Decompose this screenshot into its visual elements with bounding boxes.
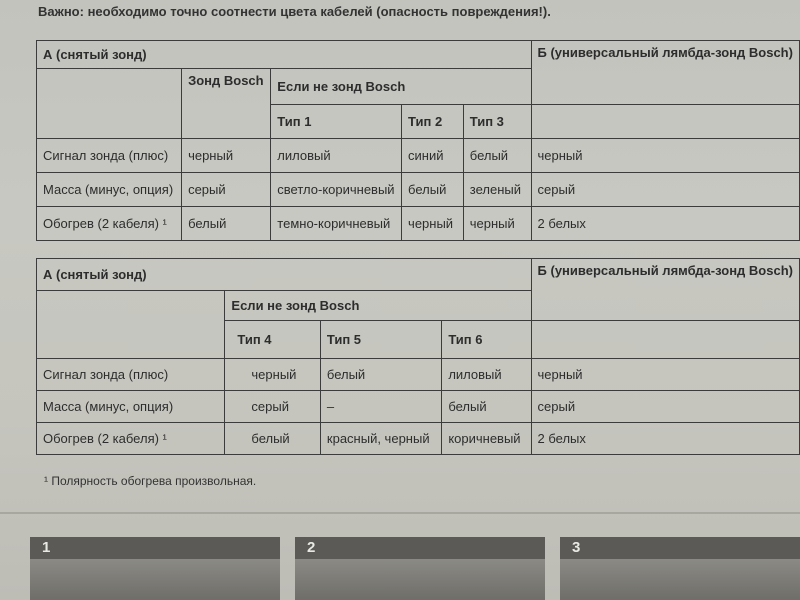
header-removed-probe: А (снятый зонд) — [37, 259, 532, 291]
header-type-3: Тип 3 — [463, 105, 531, 139]
header-b-empty-cell — [531, 321, 799, 359]
table-row — [37, 173, 800, 207]
table-row — [37, 139, 800, 173]
cell-bosch: белый — [182, 207, 271, 241]
table-row — [37, 359, 800, 391]
wire-color-table-1 — [36, 40, 800, 241]
cell-type-5: – — [320, 391, 441, 423]
cell-b: серый — [531, 391, 799, 423]
header-type-5: Тип 5 — [320, 321, 441, 359]
warning-text: Важно: необходимо точно соотнести цвета кабелей (опасность повреждения!). — [38, 4, 551, 19]
cell-b: черный — [531, 139, 799, 173]
header-b-empty-cell — [531, 105, 799, 139]
row-label: Масса (минус, опция) — [37, 173, 182, 207]
cell-bosch: серый — [182, 173, 271, 207]
header-type-6: Тип 6 — [442, 321, 531, 359]
header-if-not-bosch: Если не зонд Bosch — [225, 291, 531, 321]
cell-b: черный — [531, 359, 799, 391]
row-label: Обогрев (2 кабеля) ¹ — [37, 423, 225, 455]
figure-number: 1 — [30, 537, 280, 559]
cell-type-3: черный — [463, 207, 531, 241]
cell-type-6: коричневый — [442, 423, 531, 455]
header-empty-cell — [37, 69, 182, 139]
cell-b: 2 белых — [531, 423, 799, 455]
header-empty-cell — [37, 291, 225, 359]
cell-type-4: черный — [225, 359, 321, 391]
cell-type-1: темно-коричневый — [271, 207, 402, 241]
cell-type-6: лиловый — [442, 359, 531, 391]
cell-type-3: зеленый — [463, 173, 531, 207]
header-type-4: Тип 4 — [225, 321, 321, 359]
cell-type-6: белый — [442, 391, 531, 423]
header-universal-probe: Б (универсальный лямбда-зонд Bosch) — [531, 259, 799, 321]
cell-type-2: белый — [402, 173, 464, 207]
table-row — [37, 423, 800, 455]
cell-b: 2 белых — [531, 207, 799, 241]
table-row — [37, 207, 800, 241]
page-fold — [0, 512, 800, 514]
cell-bosch: черный — [182, 139, 271, 173]
figure-photo — [560, 559, 800, 600]
cell-type-5: белый — [320, 359, 441, 391]
header-removed-probe: А (снятый зонд) — [37, 41, 532, 69]
row-label: Обогрев (2 кабеля) ¹ — [37, 207, 182, 241]
row-label: Масса (минус, опция) — [37, 391, 225, 423]
figure-number: 3 — [560, 537, 800, 559]
header-if-not-bosch: Если не зонд Bosch — [271, 69, 531, 105]
cell-type-1: лиловый — [271, 139, 402, 173]
row-label: Сигнал зонда (плюс) — [37, 139, 182, 173]
cell-type-3: белый — [463, 139, 531, 173]
figure-photo — [295, 559, 545, 600]
table-row — [37, 391, 800, 423]
figure-photo — [30, 559, 280, 600]
figure-2 — [295, 537, 545, 600]
row-label: Сигнал зонда (плюс) — [37, 359, 225, 391]
cell-b: серый — [531, 173, 799, 207]
wire-color-table-2 — [36, 258, 800, 455]
cell-type-4: серый — [225, 391, 321, 423]
cell-type-4: белый — [225, 423, 321, 455]
header-universal-probe: Б (универсальный лямбда-зонд Bosch) — [531, 41, 799, 105]
header-type-2: Тип 2 — [402, 105, 464, 139]
cell-type-1: светло-коричневый — [271, 173, 402, 207]
header-bosch-probe: Зонд Bosch — [182, 69, 271, 139]
cell-type-2: синий — [402, 139, 464, 173]
cell-type-2: черный — [402, 207, 464, 241]
footnote: ¹ Полярность обогрева произвольная. — [44, 474, 257, 488]
header-type-1: Тип 1 — [271, 105, 402, 139]
cell-type-5: красный, черный — [320, 423, 441, 455]
figure-3 — [560, 537, 800, 600]
figure-number: 2 — [295, 537, 545, 559]
figure-1 — [30, 537, 280, 600]
